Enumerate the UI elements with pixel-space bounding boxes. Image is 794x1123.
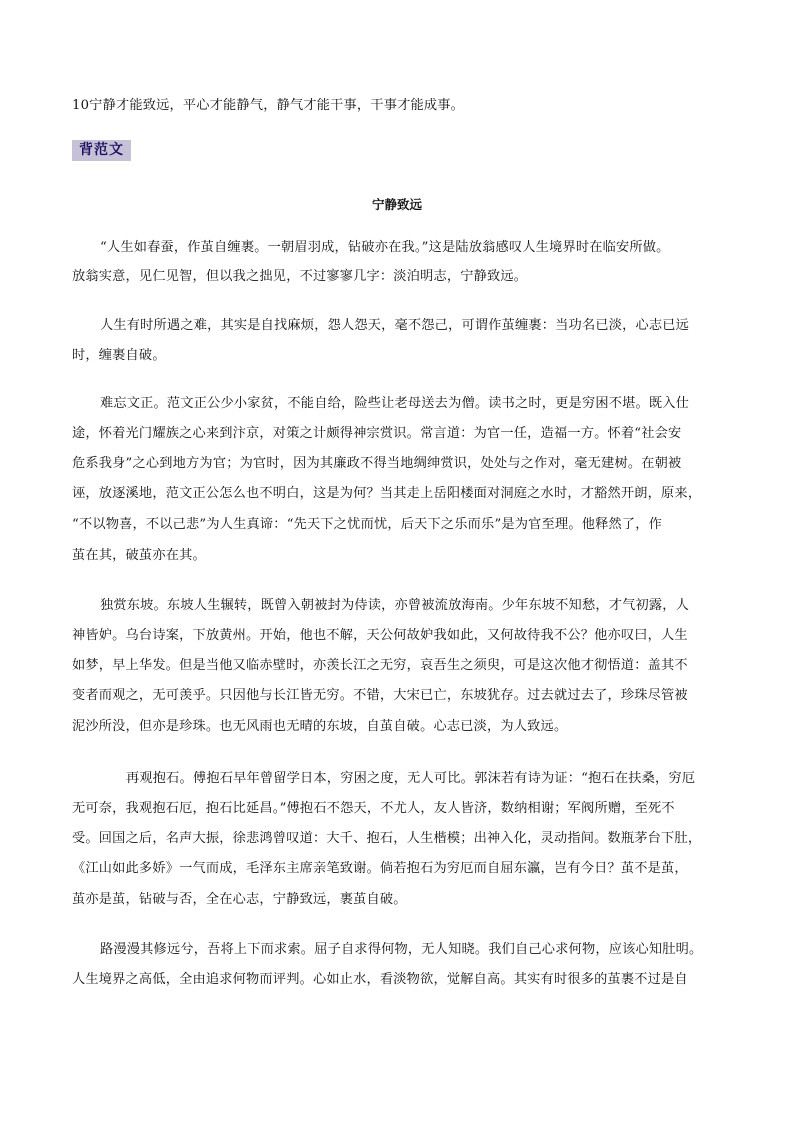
paragraph-3-line-2: 途，怀着光门耀族之心来到汴京，对策之计颇得神宗赏识。常言道：为官一任，造福一方。怀着“社会安 bbox=[72, 426, 682, 441]
paragraph-3-line-3: 危系我身”之心到地方为官；为官时，因为其廉政不得当地绸绅赏识，处处与之作对，毫无建树。在朝被 bbox=[72, 456, 682, 471]
paragraph-5-line-5: 茧亦是茧，钻破与否，全在心志，宁静致远，裹茧自破。 bbox=[72, 892, 407, 907]
paragraph-5-line-1: 再观抱石。傅抱石早年曾留学日本，穷困之度，无人可比。郭沫若有诗为证：“抱石在扶桑，穷厄 bbox=[126, 771, 696, 786]
intro-line: 10宁静才能致远，平心才能静气，静气才能干事，干事才能成事。 bbox=[72, 98, 465, 113]
paragraph-2-line-1: 人生有时所遇之难，其实是自找麻烦，怨人怨天，毫不怨己，可谓作茧缠裹：当功名已淡，心志已远 bbox=[100, 318, 690, 333]
paragraph-3-line-6: 茧在其，破茧亦在其。 bbox=[72, 548, 206, 563]
paragraph-4-line-1: 独赏东坡。东坡人生辗转，既曾入朝被封为侍读，亦曾被流放海南。少年东坡不知愁，才气初露，人 bbox=[100, 598, 690, 613]
paragraph-6-line-2: 人生境界之高低，全由追求何物而评判。心如止水，看淡物欲，觉解自高。其实有时很多的茧裹不过是自 bbox=[72, 972, 688, 987]
paragraph-4-line-4: 变者而观之，无可羡乎。只因他与长江皆无穷。不错，大宋已亡，东坡犹存。过去就过去了，珍珠尽管被 bbox=[72, 688, 688, 703]
paragraph-5-line-4: 《江山如此多娇》一气而成，毛泽东主席亲笔致谢。倘若抱石为穷厄而自屈东瀛，岂有今日？茧不是茧， bbox=[72, 861, 688, 876]
paragraph-1-line-1: “人生如春蚕，作茧自缠裹。一朝眉羽成，钻破亦在我。”这是陆放翁感叹人生境界时在临安所做。 bbox=[100, 240, 670, 255]
paragraph-4-line-3: 如梦，早上华发。但是当他又临赤壁时，亦羡长江之无穷，哀吾生之须臾，可是这次他才彻悟道：盖其不 bbox=[72, 658, 688, 673]
paragraph-3-line-5: “不以物喜，不以己悲”为人生真谛：“先天下之忧而忧，后天下之乐而乐”是为官至理。他释然了，作 bbox=[72, 517, 663, 532]
paragraph-5-line-3: 受。回国之后，名声大振，徐悲鸿曾叹道：大千、抱石，人生楷模；出神入化，灵动指间。数瓶茅台下肚， bbox=[72, 831, 702, 846]
paragraph-4-line-2: 神皆妒。乌台诗案，下放黄州。开始，他也不解，天公何故妒我如此，又何故待我不公？他亦叹曰，人生 bbox=[72, 628, 688, 643]
paragraph-1-line-2: 放翁实意，见仁见智，但以我之拙见，不过寥寥几字：淡泊明志，宁静致远。 bbox=[72, 269, 528, 284]
paragraph-6-line-1: 路漫漫其修远兮，吾将上下而求索。屈子自求得何物，无人知晓。我们自己心求何物，应该心知肚明。 bbox=[100, 942, 703, 957]
essay-title: 宁静致远 bbox=[371, 197, 422, 212]
paragraph-4-line-5: 泥沙所没，但亦是珍珠。也无风雨也无晴的东坡，自茧自破。心志已淡，为人致远。 bbox=[72, 719, 568, 734]
section-badge: 背范文 bbox=[72, 140, 131, 161]
paragraph-5-line-2: 无可奈，我观抱石厄，抱石比延昌。”傅抱石不怨天，不尤人，友人皆济，数纳相谢；军阀所赠，至死不 bbox=[72, 801, 675, 816]
paragraph-2-line-2: 时，缠裹自破。 bbox=[72, 348, 166, 363]
paragraph-3-line-4: 诬，放逐溪地，范文正公怎么也不明白，这是为何？当其走上岳阳楼面对洞庭之水时，才豁然开朗，原来， bbox=[72, 486, 702, 501]
paragraph-3-line-1: 难忘文正。范文正公少小家贫，不能自给，险些让老母送去为僧。读书之时，更是穷困不堪。既入仕 bbox=[100, 396, 690, 411]
